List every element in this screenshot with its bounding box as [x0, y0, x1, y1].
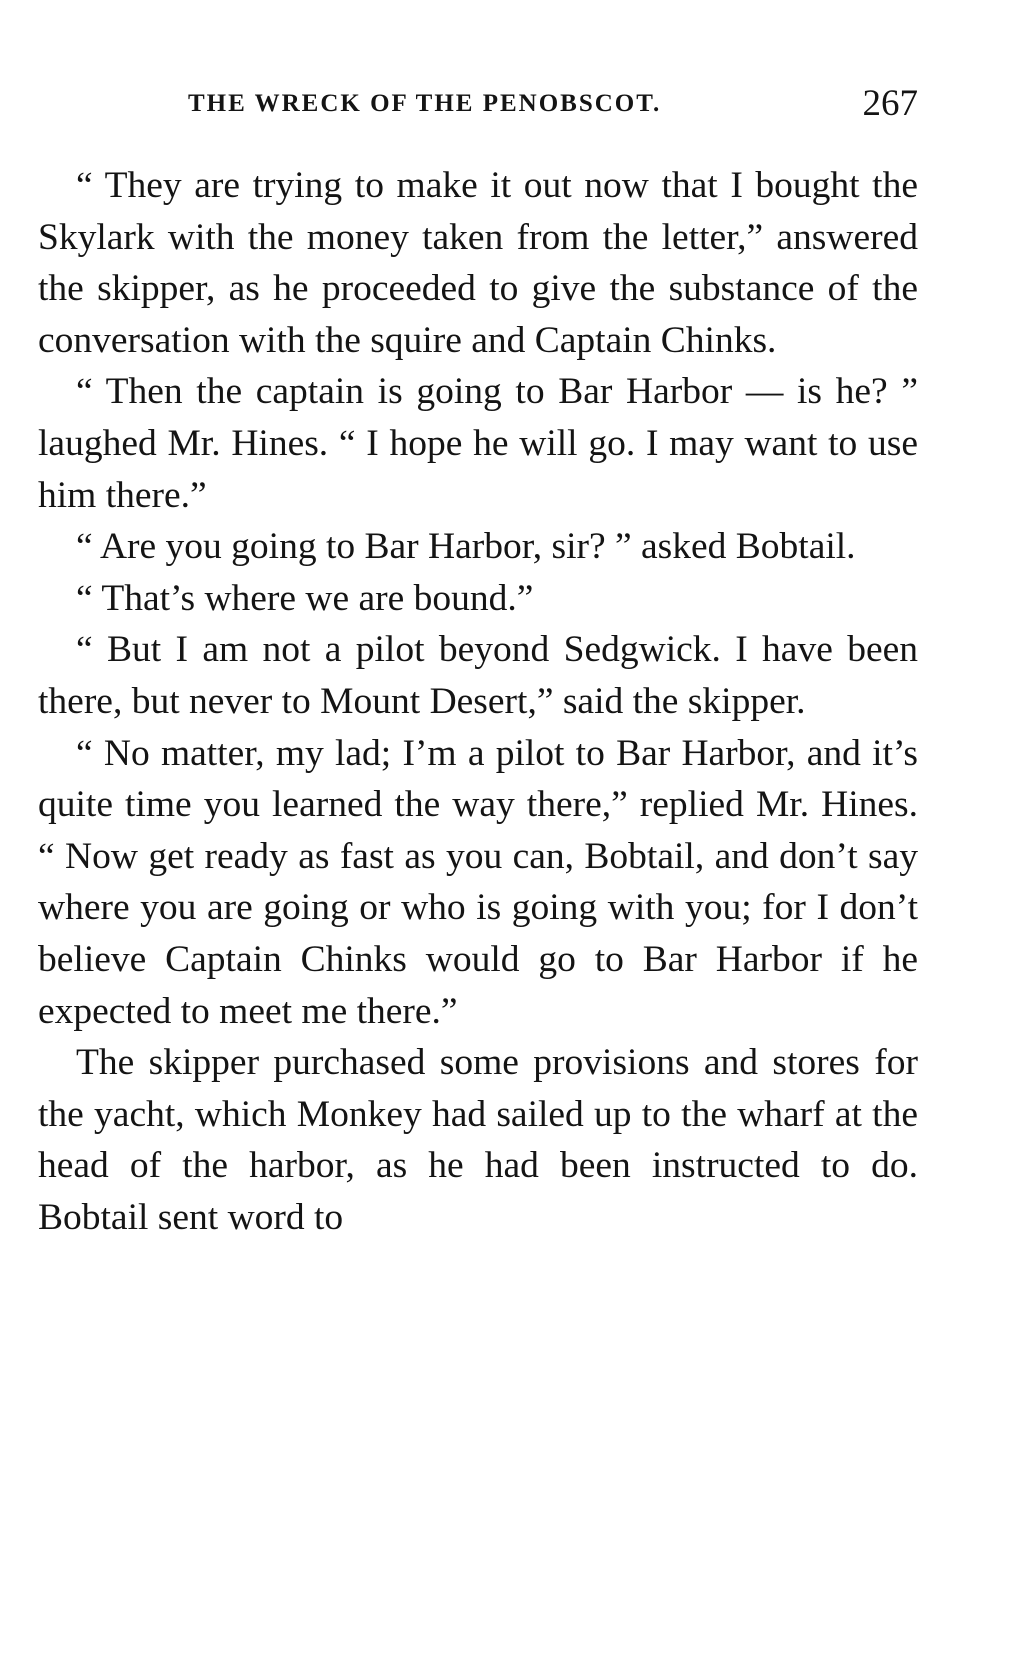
paragraph: “ No matter, my lad; I’m a pilot to Bar Harbor, and it’s quite time you learned the way there,” replied Mr. Hines. “ Now get ready as fast as you can, Bobtail, and don’t say where you are going or who is going with you; for I don’t believe Captain Chinks would go to Bar Harbor if he expected to meet me there.” — [38, 732, 918, 1032]
paragraph: “ But I am not a pilot beyond Sedgwick. I have been there, but never to Mount Desert,” said the skipper. — [38, 629, 918, 722]
paragraph: “ Then the captain is going to Bar Harbor — is he? ” laughed Mr. Hines. “ I hope he will go. I may want to use him there.” — [38, 371, 918, 516]
body-text — [38, 160, 918, 1243]
paragraph: “ They are trying to make it out now that I bought the Skylark with the money taken from the letter,” answered the skipper, as he proceeded to give the substance of the conversation with the squire and Captain Chinks. — [38, 165, 918, 361]
running-title: THE WRECK OF THE PENOBSCOT. — [188, 90, 662, 117]
paragraph: “ Are you going to Bar Harbor, sir? ” asked Bobtail. — [76, 526, 856, 568]
page-header — [38, 82, 918, 126]
paragraph: The skipper purchased some provisions and stores for the yacht, which Monkey had sailed up to the wharf at the head of the harbor, as he had been instructed to do. Bobtail sent word to — [38, 1042, 918, 1238]
page-number: 267 — [862, 83, 918, 124]
paragraph: “ That’s where we are bound.” — [76, 577, 534, 619]
